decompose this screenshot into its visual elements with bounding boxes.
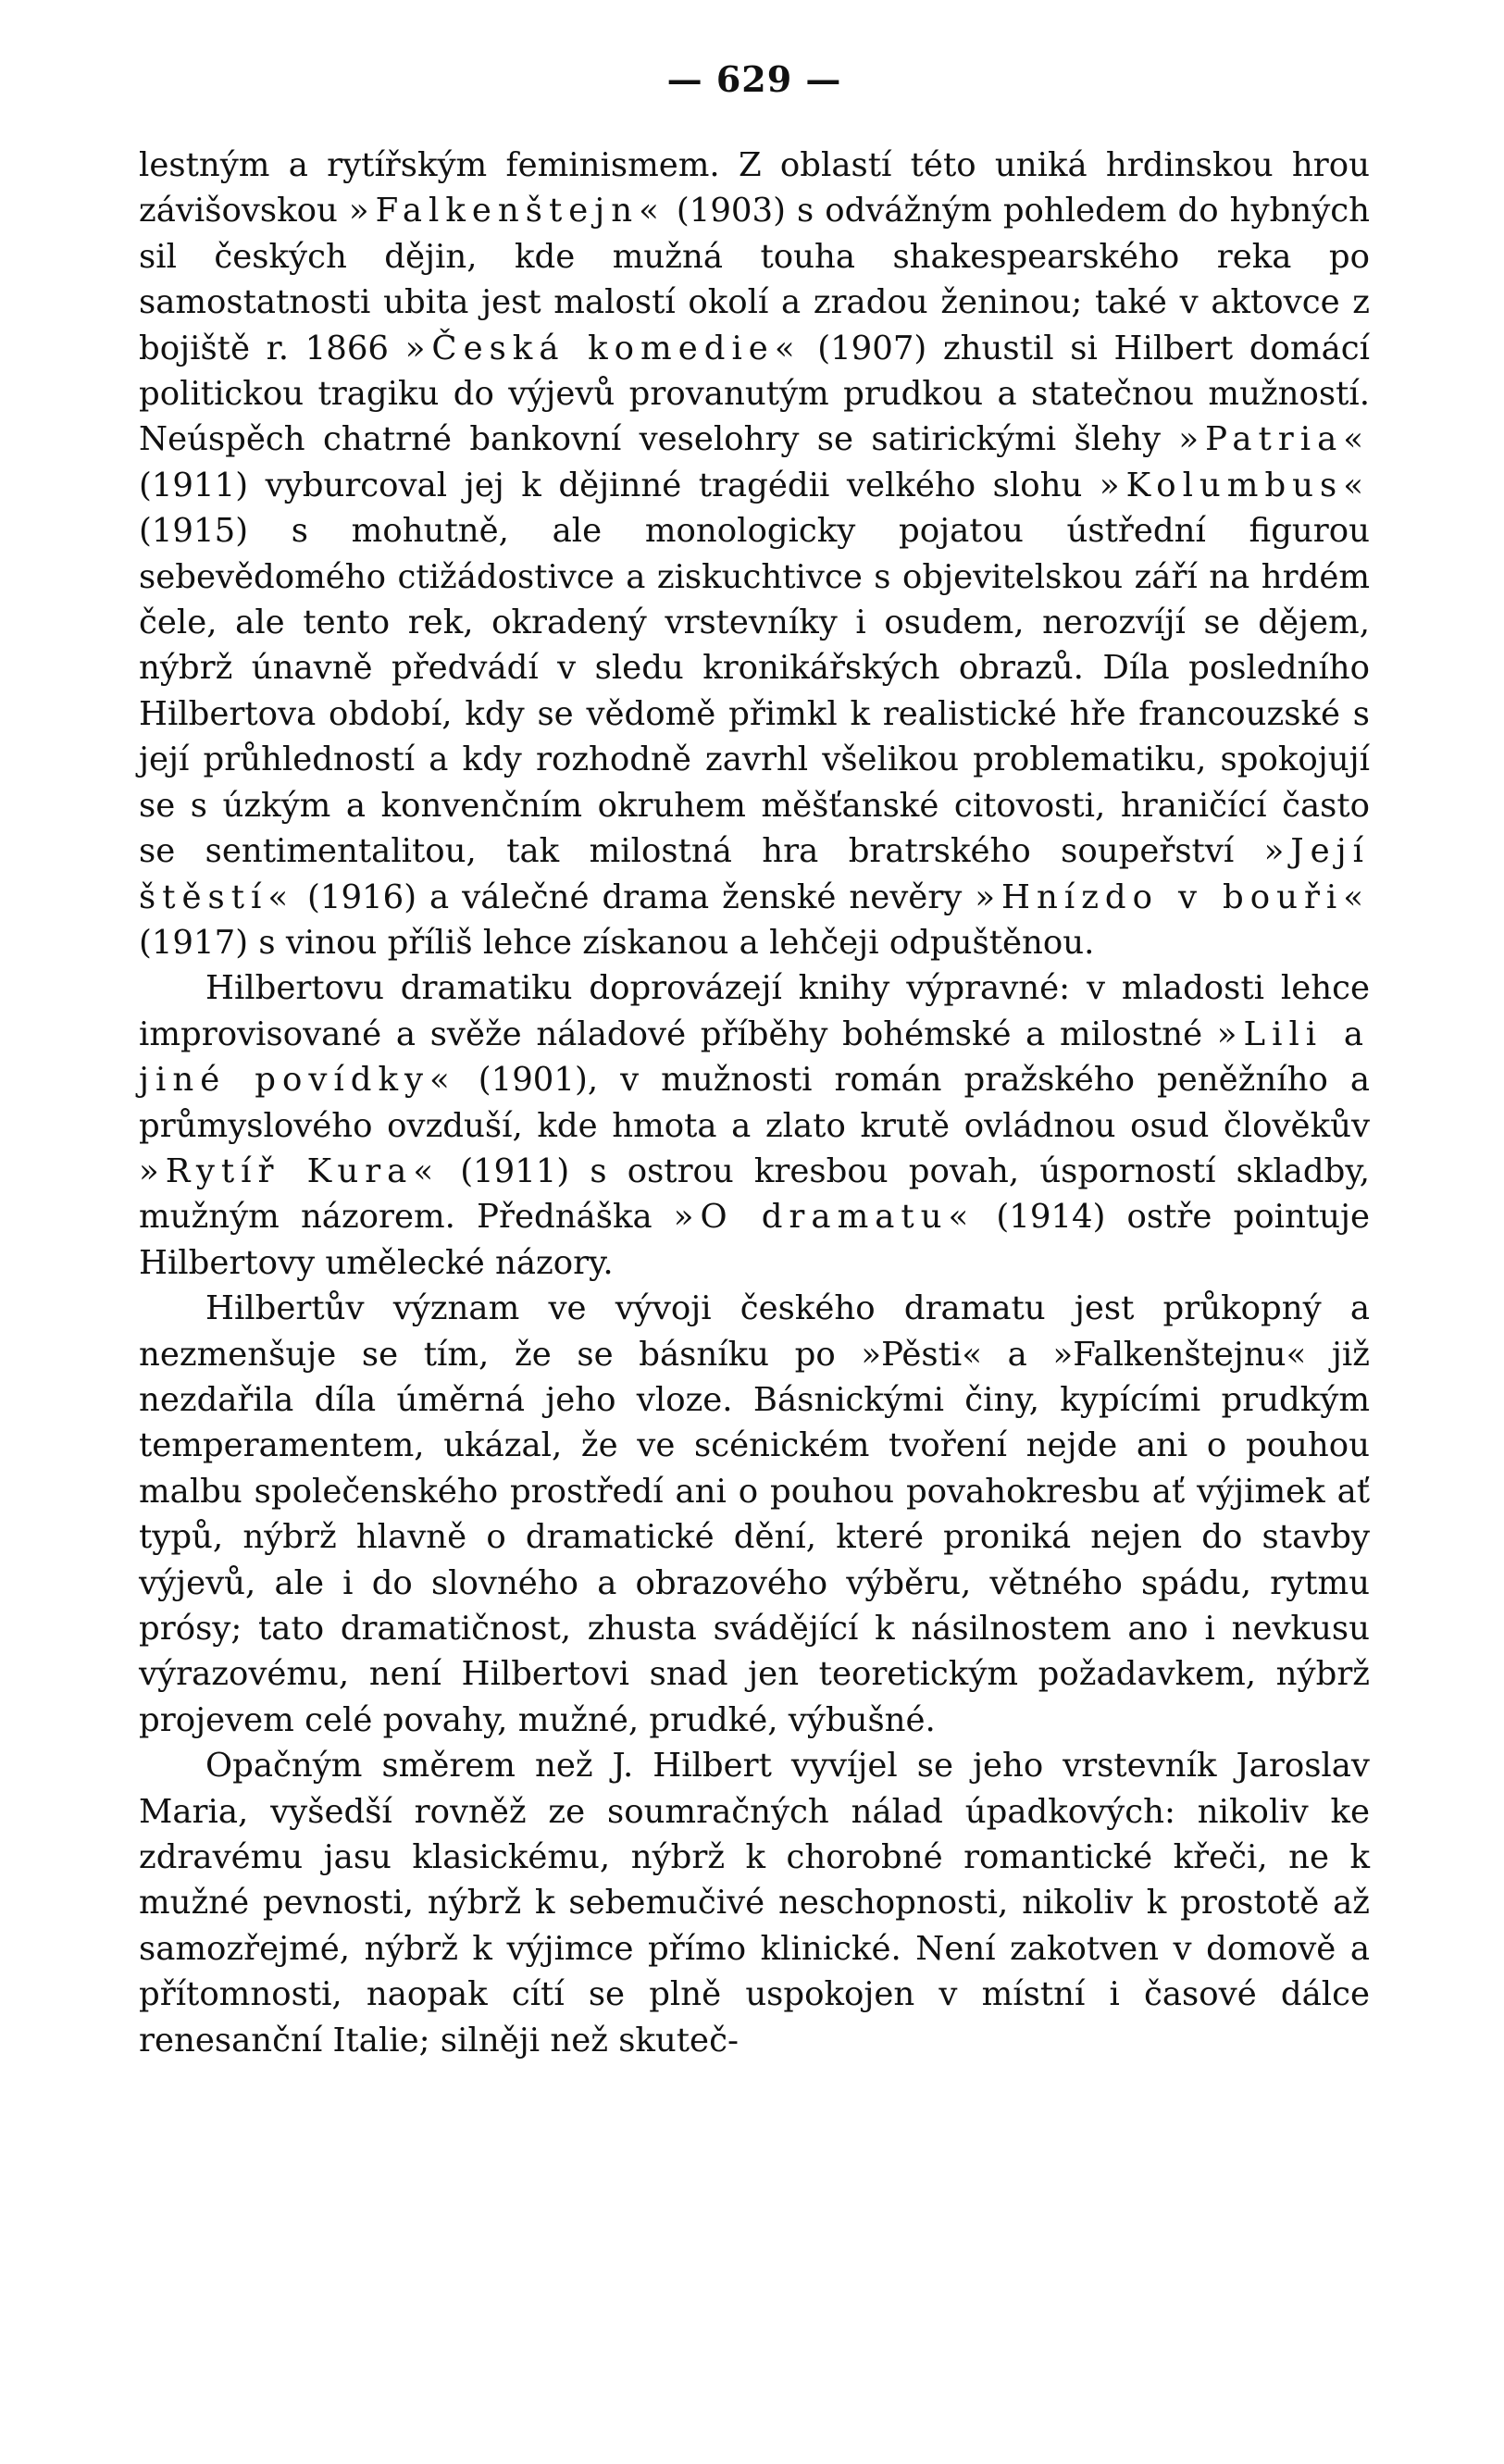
text-run: Opačným směrem než J. Hilbert vyvíjel se jeho vrstevník Jaroslav Maria, vyšedší rovněž ze soumračných nálad úpadkových: nikoliv ke zdravému jasu klasickému, nýbrž k chorobné romantické křeči, ne k mužné pevnosti, nýbrž k sebemučivé neschopnosti, nikoliv k prostotě až samozřejmé, nýbrž k výjimce přímo klinické. Není zakotven v domově a přítomnosti, naopak cítí se plně uspokojen v místní i časové dálce renesanční Italie; silněji než skuteč- xyxy=(139,1747,1370,2060)
body-text xyxy=(139,143,1370,2063)
text-run: Hilbertův význam ve vývoji českého dramatu jest průkopný a nezmenšuje se tím, že se básníku po »Pěsti« a »Falkenštejnu« již nezdařila díla úměrná jeho vloze. Básnickými činy, kypícími prudkým temperamentem, ukázal, že ve scénickém tvoření nejde ani o pouhou malbu společenského prostředí ani o pouhou povahokresbu ať výjimek ať typů, nýbrž hlavně o dramatické dění, které proniká nejen do stavby výjevů, ale i do slovného a obrazového výběru, větného spádu, rytmu prósy; tato dramatičnost, zhusta svádějící k násilnostem ano i nevkusu výrazovému, není Hilbertovi snad jen teoretickým požadavkem, nýbrž projevem celé povahy, mužné, prudké, výbušné. xyxy=(139,1289,1370,1739)
text-run: Hilbertovu dramatiku doprovázejí knihy výpravné: v mladosti lehce improvisované a svěže náladové příběhy bohémské a milostné xyxy=(139,969,1370,1053)
text-run: (1914) ostře pointuje Hilbertovy umělecké názory. xyxy=(139,1198,1370,1282)
text-run: (1901), v mužnosti román pražského peněžního a průmyslového ovzduší, kde hmota a zlato krutě ovládnou osud člověkův xyxy=(139,1061,1370,1145)
page-number: — 629 — xyxy=(666,58,842,100)
spaced-title: »Kolumbus« xyxy=(1099,466,1370,504)
text-run: (1907) zhustil si Hilbert domácí politickou tragiku do výjevů provanutým prudkou a statečnou mužností. Neúspěch chatrné bankovní veselohry se satirickými šlehy xyxy=(139,329,1370,459)
text-run: (1916) a válečné drama ženské nevěry xyxy=(294,877,976,916)
paragraph xyxy=(139,965,1370,1286)
text-run: (1915) s mohutně, ale monologicky pojatou ústřední figurou sebevědomého ctižádostivce a ziskuchtivce s objevitelskou září na hrdém čele, ale tento rek, okradený vrstevníky i osudem, nerozvíjí se dějem, nýbrž únavně předvádí v sledu kronikářských obrazů. Díla posledního Hilbertova období, kdy se vědomě přimkl k realistické hře francouzské s její průhledností a kdy rozhodně zavrhl všelikou problematiku, spokojují se s úzkým a konvenčním okruhem měšťanské citovosti, hraničící často se sentimentalitou, tak milostná hra bratrského soupeřství xyxy=(139,512,1370,871)
text-run: (1911) vyburcoval jej k dějinné tragédii velkého slohu xyxy=(139,466,1100,504)
spaced-title: »Česká komedie« xyxy=(404,329,802,367)
spaced-title: »Patria« xyxy=(1178,420,1370,459)
book-page xyxy=(139,56,1370,2063)
spaced-title: »Rytíř Kura« xyxy=(139,1151,441,1190)
spaced-title: »Její štěstí« xyxy=(139,832,1370,916)
text-run: (1903) s odvážným pohledem do hybných sil českých dějin, kde mužná touha shakespearského reka po samostatnosti ubita jest malostí okolí a zradou ženinou; také v aktovce z bojiště r. 1866 xyxy=(139,192,1370,367)
text-run: lestným a rytířským feminismem. Z oblastí této uniká hrdinskou hrou závišovskou xyxy=(139,146,1370,230)
paragraph xyxy=(139,1743,1370,2063)
spaced-title: »O dramatu« xyxy=(673,1198,976,1237)
paragraph xyxy=(139,1286,1370,1743)
spaced-title: »Hnízdo v bouři« xyxy=(975,877,1370,916)
text-run: (1917) s vinou příliš lehce získanou a lehčeji odpuštěnou. xyxy=(139,923,1095,962)
text-run: (1911) s ostrou kresbou povah, úsporností skladby, mužným názorem. Přednáška xyxy=(139,1151,1370,1237)
spaced-title: »Falkenštejn« xyxy=(348,192,665,230)
spaced-title: »Lili a jiné povídky« xyxy=(139,1014,1370,1100)
paragraph xyxy=(139,143,1370,965)
